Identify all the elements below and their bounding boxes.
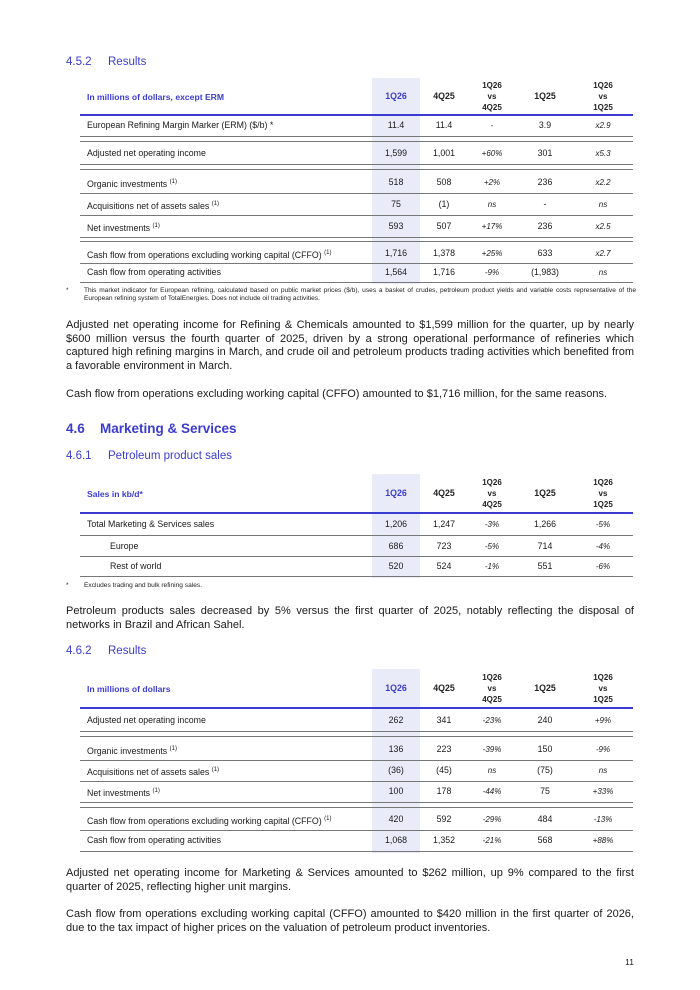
footnote-marker: *	[66, 582, 69, 589]
header-change-vs-1q25	[574, 672, 632, 705]
cell-4q25: 178	[436, 786, 452, 796]
cell-1q25: 3.9	[538, 120, 552, 130]
header-line: vs	[598, 684, 608, 693]
footnote-ref: (1)	[211, 767, 220, 773]
section-number: 4.6.1	[66, 450, 92, 462]
cell-1q25: 484	[537, 814, 553, 824]
row-label-text: Organic investments	[87, 746, 168, 756]
footnote-text: This market indicator for European refining, calculated based on public market prices ($/b), uses a basket of crudes, petroleum product yields and variable costs representative of the European refining system of TotalEnergies. Does not include oil trading activities.	[84, 287, 636, 303]
table-row	[80, 740, 633, 759]
header-line: vs	[598, 92, 608, 101]
table-row	[80, 515, 633, 534]
cell-change-4q25: +60%	[481, 149, 503, 158]
table-row	[80, 810, 633, 829]
cell-change-4q25: ns	[487, 766, 497, 775]
table-row	[80, 761, 633, 780]
marketing-results-table	[80, 669, 633, 853]
header-line: vs	[487, 92, 497, 101]
row-label	[87, 782, 160, 803]
cell-1q26: 1,716	[384, 248, 407, 258]
header-line: 1Q26	[482, 478, 502, 487]
cell-4q25: 11.4	[435, 120, 453, 130]
cell-change-1q25: ns	[598, 268, 608, 277]
section-title: Results	[108, 645, 147, 657]
header-line: 1Q26	[593, 673, 613, 682]
cell-4q25: 341	[436, 715, 452, 725]
table-row	[80, 195, 633, 214]
cell-1q26: 1,564	[384, 267, 407, 277]
table-header	[80, 474, 633, 510]
cell-4q25: (1)	[438, 199, 450, 209]
row-divider	[80, 169, 633, 170]
header-line: 1Q26	[593, 478, 613, 487]
table-row	[80, 144, 633, 163]
cell-change-1q25: +88%	[592, 836, 614, 845]
header-4q25: 4Q25	[433, 683, 455, 693]
row-divider	[80, 535, 633, 536]
cell-4q25: 1,001	[432, 148, 455, 158]
header-line: vs	[598, 489, 608, 498]
row-label: Total Marketing & Services sales	[87, 519, 215, 529]
cell-4q25: 223	[436, 744, 452, 754]
section-title: Results	[108, 56, 147, 68]
cell-1q26: 420	[388, 814, 404, 824]
section-title: Petroleum product sales	[108, 450, 233, 462]
table-row	[80, 557, 633, 576]
product-sales-table	[80, 474, 633, 578]
cell-change-4q25: -9%	[484, 268, 500, 277]
section-heading-4-5-2	[66, 56, 146, 68]
cell-1q26: 518	[388, 177, 404, 187]
cell-1q26: 1,068	[384, 835, 407, 845]
header-line: 1Q25	[593, 103, 613, 112]
section-number: 4.6	[66, 421, 85, 436]
row-label	[87, 740, 177, 761]
cell-1q25: 714	[537, 541, 553, 551]
cell-1q25: 150	[537, 744, 553, 754]
row-label	[87, 810, 331, 831]
header-1q25: 1Q25	[534, 488, 556, 498]
row-label	[87, 761, 219, 782]
header-line: 1Q26	[593, 81, 613, 90]
header-change-vs-1q25	[574, 477, 632, 510]
cell-1q25: -	[543, 199, 547, 209]
row-divider	[80, 215, 633, 216]
footnote-ref: (1)	[324, 250, 332, 256]
row-label-text: Net investments	[87, 223, 151, 233]
table-header	[80, 669, 633, 705]
cell-change-1q25: +33%	[592, 787, 614, 796]
cell-change-1q25: x2.5	[595, 222, 611, 231]
header-1q25: 1Q25	[534, 683, 556, 693]
header-1q26: 1Q26	[385, 488, 407, 498]
row-label-text: Organic investments	[87, 179, 168, 189]
cell-change-1q25: x2.7	[595, 249, 611, 258]
cell-1q26: 100	[388, 786, 404, 796]
cell-1q26: 1,206	[384, 519, 407, 529]
row-label	[87, 244, 331, 265]
row-divider	[80, 851, 633, 852]
header-4q25: 4Q25	[433, 91, 455, 101]
table-row	[80, 116, 633, 135]
cell-change-4q25: -23%	[482, 716, 502, 725]
cell-4q25: 507	[436, 221, 452, 231]
cell-1q25: 568	[537, 835, 553, 845]
header-line: 1Q25	[593, 500, 613, 509]
cell-change-1q25: x2.2	[595, 178, 611, 187]
cell-4q25: 508	[436, 177, 452, 187]
cell-change-1q25: -13%	[593, 815, 613, 824]
row-divider	[80, 731, 633, 732]
row-label-text: Acquisitions net of assets sales	[87, 767, 210, 777]
header-line: vs	[487, 489, 497, 498]
header-line: 1Q26	[482, 673, 502, 682]
row-divider	[80, 802, 633, 803]
cell-change-4q25: -29%	[482, 815, 502, 824]
footnote-marker: *	[66, 287, 69, 294]
row-label-text: Cash flow from operations excluding working capital (CFFO)	[87, 250, 322, 260]
table-footnote	[66, 582, 636, 592]
row-divider	[80, 164, 633, 165]
row-label: Adjusted net operating income	[87, 148, 206, 158]
row-label	[87, 173, 177, 194]
cell-change-4q25: +25%	[481, 249, 503, 258]
row-divider	[80, 282, 633, 283]
cell-1q25: 75	[540, 786, 550, 796]
row-label-text: Acquisitions net of assets sales	[87, 201, 210, 211]
header-4q25: 4Q25	[433, 488, 455, 498]
section-title: Marketing & Services	[100, 421, 237, 436]
row-label	[87, 217, 160, 238]
cell-1q26: 262	[388, 715, 404, 725]
cell-4q25: 723	[436, 541, 452, 551]
body-paragraph: Cash flow from operations excluding working capital (CFFO) amounted to $420 million in the first quarter of 2026, due to the tax impact of higher prices on the valuation of petroleum product inventories.	[66, 908, 634, 934]
section-heading-4-6-1	[66, 450, 232, 462]
row-label: Adjusted net operating income	[87, 715, 206, 725]
header-change-vs-4q25	[468, 477, 516, 510]
cell-1q26: (36)	[388, 765, 404, 775]
header-label: Sales in kb/d*	[87, 489, 143, 499]
cell-1q25: 633	[537, 248, 553, 258]
cell-1q25: 240	[537, 715, 553, 725]
cell-1q25: 236	[537, 177, 553, 187]
cell-4q25: (45)	[436, 765, 452, 775]
table-row	[80, 263, 633, 282]
header-line: 4Q25	[482, 103, 502, 112]
header-line: 4Q25	[482, 500, 502, 509]
row-label	[87, 195, 219, 216]
cell-4q25: 1,247	[432, 519, 455, 529]
cell-1q26: 75	[391, 199, 401, 209]
cell-change-1q25: ns	[598, 766, 608, 775]
header-1q26: 1Q26	[385, 91, 407, 101]
section-number: 4.5.2	[66, 56, 92, 68]
page-number: 11	[625, 957, 634, 967]
cell-change-4q25: -39%	[482, 745, 502, 754]
header-line: 4Q25	[482, 695, 502, 704]
row-divider	[80, 141, 633, 142]
header-line: 1Q25	[593, 695, 613, 704]
header-line: vs	[487, 684, 497, 693]
cell-4q25: 524	[436, 561, 452, 571]
cell-1q26: 1,599	[384, 148, 407, 158]
cell-change-1q25: x2.9	[595, 121, 611, 130]
cell-1q25: (75)	[537, 765, 553, 775]
row-label: Europe	[110, 541, 139, 551]
table-footnote	[66, 287, 636, 305]
cell-change-1q25: x5.3	[595, 149, 611, 158]
cell-4q25: 1,378	[432, 248, 455, 258]
row-divider	[80, 237, 633, 238]
cell-change-4q25: +17%	[481, 222, 503, 231]
cell-change-1q25: -6%	[595, 562, 611, 571]
cell-change-1q25: +9%	[594, 716, 612, 725]
row-divider	[80, 193, 633, 194]
cell-change-4q25: -	[490, 121, 494, 130]
body-paragraph: Cash flow from operations excluding working capital (CFFO) amounted to $1,716 million, for the same reasons.	[66, 388, 608, 400]
cell-1q25: 1,266	[533, 519, 556, 529]
table-row	[80, 244, 633, 263]
cell-change-4q25: -44%	[482, 787, 502, 796]
section-number: 4.6.2	[66, 645, 92, 657]
cell-1q25: 301	[537, 148, 553, 158]
row-divider	[80, 807, 633, 808]
footnote-ref: (1)	[152, 788, 160, 794]
cell-change-4q25: ns	[487, 200, 497, 209]
cell-1q25: 551	[537, 561, 553, 571]
cell-4q25: 1,716	[432, 267, 455, 277]
cell-change-1q25: -9%	[595, 745, 611, 754]
row-label-text: Net investments	[87, 788, 151, 798]
cell-4q25: 1,352	[432, 835, 455, 845]
table-row	[80, 831, 633, 850]
cell-change-4q25: -5%	[484, 542, 500, 551]
section-heading-4-6-2	[66, 645, 146, 657]
cell-1q26: 520	[388, 561, 404, 571]
header-change-vs-4q25	[468, 80, 516, 113]
cell-1q25: 236	[537, 221, 553, 231]
row-divider	[80, 136, 633, 137]
header-1q26: 1Q26	[385, 683, 407, 693]
cell-change-4q25: -3%	[484, 520, 500, 529]
row-label: Cash flow from operating activities	[87, 267, 221, 277]
body-paragraph: Petroleum products sales decreased by 5% versus the first quarter of 2025, notably reflecting the disposal of networks in Brazil and African Sahel.	[66, 605, 634, 631]
row-label: European Refining Margin Marker (ERM) ($/b) *	[87, 120, 274, 130]
cell-1q26: 593	[388, 221, 404, 231]
row-divider	[80, 736, 633, 737]
cell-1q26: 11.4	[387, 120, 405, 130]
header-label: In millions of dollars	[87, 684, 171, 694]
refining-results-table	[80, 78, 633, 284]
header-rule	[80, 707, 633, 709]
row-divider	[80, 576, 633, 577]
footnote-ref: (1)	[211, 201, 220, 207]
body-paragraph: Adjusted net operating income for Refining & Chemicals amounted to $1,599 million for the quarter, up by nearly $600 million versus the fourth quarter of 2025, driven by a strong operational performance of refineries which captured high refining margins in March, and crude oil and petroleum products trading activities which benefited from a favorable environment in March.	[66, 319, 634, 372]
row-label: Cash flow from operating activities	[87, 835, 221, 845]
footnote-ref: (1)	[169, 746, 177, 752]
cell-change-4q25: -1%	[484, 562, 500, 571]
cell-1q26: 136	[388, 744, 404, 754]
cell-1q25: (1,983)	[531, 267, 559, 277]
cell-change-1q25: ns	[598, 200, 608, 209]
section-heading-4-6	[66, 421, 237, 436]
footnote-text: Excludes trading and bulk refining sales.	[84, 582, 203, 589]
cell-change-1q25: -5%	[595, 520, 611, 529]
table-row	[80, 782, 633, 801]
row-divider	[80, 241, 633, 242]
header-line: 1Q26	[482, 81, 502, 90]
cell-1q26: 686	[388, 541, 404, 551]
row-label-text: Cash flow from operations excluding working capital (CFFO)	[87, 816, 322, 826]
footnote-ref: (1)	[324, 816, 332, 822]
header-change-vs-4q25	[468, 672, 516, 705]
table-row	[80, 173, 633, 192]
header-change-vs-1q25	[574, 80, 632, 113]
table-row	[80, 537, 633, 556]
cell-change-1q25: -4%	[595, 542, 611, 551]
cell-4q25: 592	[436, 814, 452, 824]
table-row	[80, 217, 633, 236]
cell-change-4q25: -21%	[482, 836, 502, 845]
cell-change-4q25: +2%	[483, 178, 501, 187]
table-row	[80, 711, 633, 730]
footnote-ref: (1)	[169, 179, 177, 185]
header-rule	[80, 512, 633, 514]
header-label: In millions of dollars, except ERM	[87, 92, 225, 102]
footnote-ref: (1)	[152, 223, 160, 229]
row-label: Rest of world	[110, 561, 162, 571]
table-header	[80, 78, 633, 114]
body-paragraph: Adjusted net operating income for Marketing & Services amounted to $262 million, up 9% compared to the first quarter of 2025, reflecting higher unit margins.	[66, 867, 634, 893]
header-1q25: 1Q25	[534, 91, 556, 101]
